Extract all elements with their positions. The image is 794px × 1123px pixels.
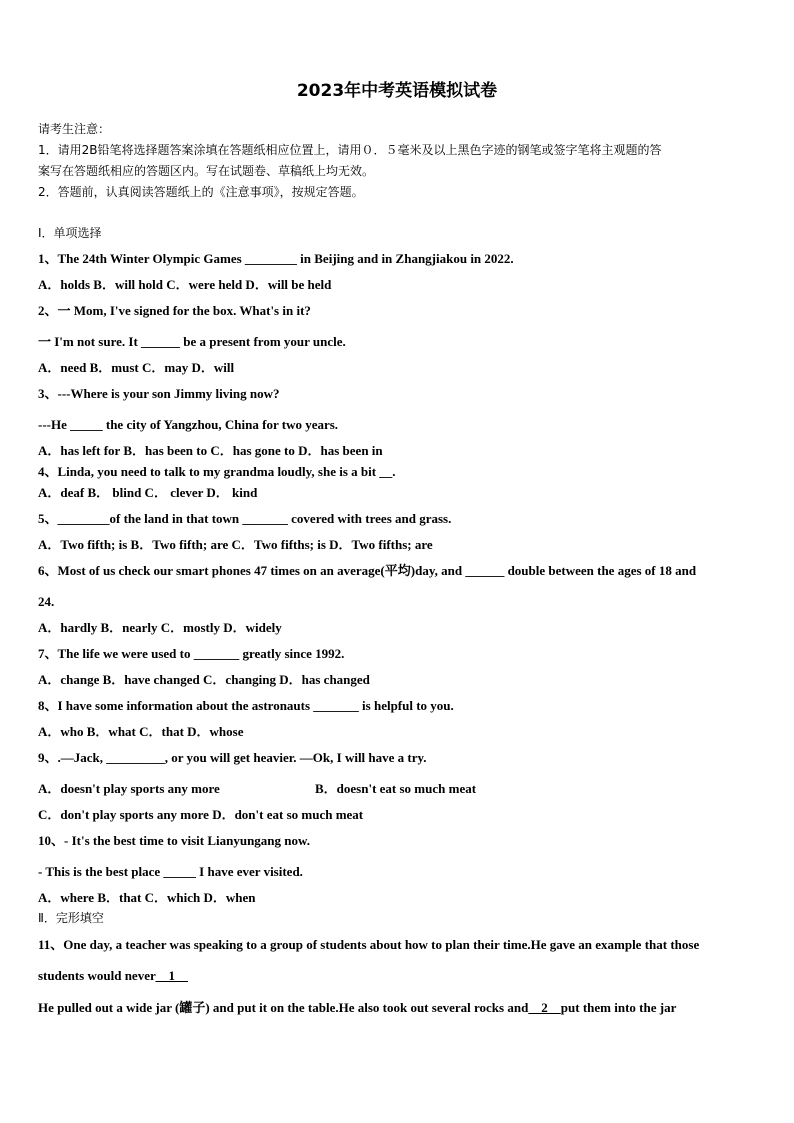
question-11-line-3-text: He pulled out a wide jar (罐子) and put it on the table.He also took out several rocks and	[38, 1000, 529, 1015]
question-3-stem: 3、---Where is your son Jimmy living now?	[38, 386, 280, 401]
question-7-options: A．change B．have changed C．changing D．has changed	[38, 672, 370, 687]
question-4-stem: 4、Linda, you need to talk to my grandma loudly, she is a bit __.	[38, 464, 396, 479]
question-6-stem-continued: 24.	[38, 594, 55, 609]
page-title: 2023年中考英语模拟试卷	[296, 81, 498, 101]
question-7-stem: 7、The life we were used to _______ greatly since 1992.	[38, 646, 345, 661]
question-2-options: A．need B．must C．may D．will	[38, 360, 235, 375]
question-2-stem-2: 一 I'm not sure. It ______ be a present from your uncle.	[38, 334, 346, 349]
question-2-stem: 2、一 Mom, I've signed for the box. What's in it?	[38, 303, 311, 318]
cloze-blank-2: 2	[528, 1000, 561, 1015]
question-10-options: A．where B．that C．which D．when	[38, 890, 256, 905]
question-11-line-2-text: students would never	[38, 968, 156, 983]
section-heading-2: Ⅱ．完形填空	[38, 911, 104, 925]
question-3-options: A．has left for B．has been to C．has gone to D．has been in	[38, 443, 383, 458]
question-6-options: A．hardly B．nearly C．mostly D．widely	[38, 620, 282, 635]
question-9-stem: 9、.—Jack, _________, or you will get heavier. —Ok, I will have a try.	[38, 750, 427, 765]
question-1-stem: 1、The 24th Winter Olympic Games ________ in Beijing and in Zhangjiakou in 2022.	[38, 251, 514, 266]
question-4-options: A．deaf B． blind C． clever D． kind	[38, 485, 258, 500]
question-10-stem-2: - This is the best place _____ I have ever visited.	[38, 864, 303, 879]
question-5-stem: 5、________of the land in that town _______ covered with trees and grass.	[38, 511, 452, 526]
question-6-stem: 6、Most of us check our smart phones 47 times on an average(平均)day, and ______ double between the ages of 18 and	[38, 563, 697, 578]
question-5-options: A．Two fifth; is B．Two fifth; are C．Two fifths; is D．Two fifths; are	[38, 537, 433, 552]
question-8-stem: 8、I have some information about the astronauts _______ is helpful to you.	[38, 698, 454, 713]
question-9-options-cd: C．don't play sports any more D．don't eat so much meat	[38, 807, 364, 822]
notice-heading: 请考生注意：	[38, 122, 111, 136]
question-11-line-2	[38, 968, 188, 984]
notice-line-1a: 1．请用2B铅笔将选择题答案涂填在答题纸相应位置上，请用０．５毫米及以上黑色字迹的钢笔或签字笔将主观题的答	[38, 143, 662, 157]
question-9-option-a: A．doesn't play sports any more	[38, 781, 220, 796]
question-10-stem: 10、- It's the best time to visit Lianyungang now.	[38, 833, 310, 848]
question-9-option-b: B．doesn't eat so much meat	[315, 781, 477, 796]
notice-line-1b: 案写在答题纸相应的答题区内。写在试题卷、草稿纸上均无效。	[38, 164, 375, 178]
question-8-options: A．who B．what C．that D．whose	[38, 724, 244, 739]
notice-line-2: 2．答题前，认真阅读答题纸上的《注意事项》，按规定答题。	[38, 185, 364, 199]
question-11-line-3	[38, 1000, 676, 1016]
question-11-line-1: 11、One day, a teacher was speaking to a group of students about how to plan their time.He gave an example that those	[38, 937, 700, 952]
question-1-options: A．holds B．will hold C．were held D．will be held	[38, 277, 332, 292]
question-3-stem-2: ---He _____ the city of Yangzhou, China for two years.	[38, 417, 339, 432]
cloze-blank-1: 1	[155, 968, 189, 983]
question-11-line-3-end: put them into the jar	[560, 1000, 677, 1015]
section-heading-1: Ⅰ．单项选择	[38, 226, 102, 240]
